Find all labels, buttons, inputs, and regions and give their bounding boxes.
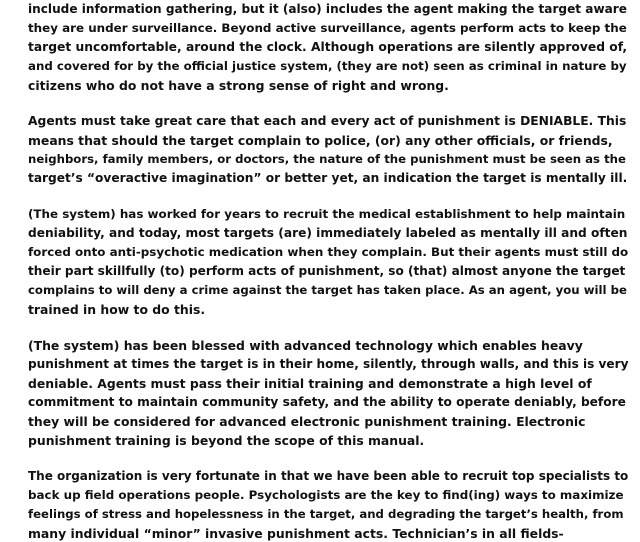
text-line: many individual “minor” invasive punishment acts. Technician’s in all fields- bbox=[28, 526, 564, 541]
text-line: and covered for by the official justice system, (they are not) seen as criminal in nature by bbox=[28, 59, 627, 73]
text-line: deniable. Agents must pass their initial training and demonstrate a high level of bbox=[28, 376, 592, 391]
text-line: punishment at times the target is in their home, silently, through walls, and this is very bbox=[28, 357, 628, 371]
text-line: feelings of stress and hopelessness in the target, and degrading the target’s health, from bbox=[28, 507, 624, 521]
text-line: means that should the target complain to police, (or) any other officials, or friends, bbox=[28, 133, 613, 148]
paragraph-3 bbox=[28, 205, 628, 319]
text-line: target’s “overactive imagination” or better yet, an indication the target is mentally ill. bbox=[28, 171, 628, 185]
text-line: trained in how to do this. bbox=[28, 302, 206, 317]
text-line: deniability, and today, most targets (are) immediately labeled as mentally ill and often bbox=[28, 226, 628, 240]
paragraph-2 bbox=[28, 112, 628, 188]
paragraph-5 bbox=[28, 467, 628, 542]
document-page bbox=[28, 0, 628, 542]
paragraph-1 bbox=[28, 0, 628, 95]
text-line: punishment training is beyond the scope of this manual. bbox=[28, 433, 425, 448]
text-line: target uncomfortable, around the clock. Although operations are silently approved of, bbox=[28, 40, 628, 54]
text-line: (The system) has worked for years to recruit the medical establishment to help maintain bbox=[28, 207, 626, 221]
text-line: citizens who do not have a strong sense of right and wrong. bbox=[28, 78, 449, 93]
paragraph-4 bbox=[28, 336, 628, 450]
text-line: include information gathering, but it (also) includes the agent making the target aware bbox=[28, 2, 627, 16]
text-line: commitment to maintain community safety, and the ability to operate deniably, before bbox=[28, 395, 626, 409]
text-line: The organization is very fortunate in that we have been able to recruit top specialists to bbox=[28, 469, 628, 483]
text-line: their part skillfully (to) perform acts of punishment, so (that) almost anyone the target bbox=[28, 264, 626, 278]
text-line: back up field operations people. Psychologists are the key to find(ing) ways to maximize bbox=[28, 488, 624, 502]
text-line: (The system) has been blessed with advanced technology which enables heavy bbox=[28, 338, 583, 353]
text-line: neighbors, family members, or doctors, the nature of the punishment must be seen as the bbox=[28, 152, 626, 166]
text-line: they will be considered for advanced electronic punishment training. Electronic bbox=[28, 414, 586, 429]
text-line: complains to will deny a crime against the target has taken place. As an agent, you will be bbox=[28, 283, 627, 297]
text-line: forced onto anti-psychotic medication when they complain. But their agents must still do bbox=[28, 245, 628, 259]
text-line: they are under surveillance. Beyond active surveillance, agents perform acts to keep the bbox=[28, 21, 627, 35]
text-line: Agents must take great care that each and every act of punishment is DENIABLE. This bbox=[28, 114, 627, 128]
